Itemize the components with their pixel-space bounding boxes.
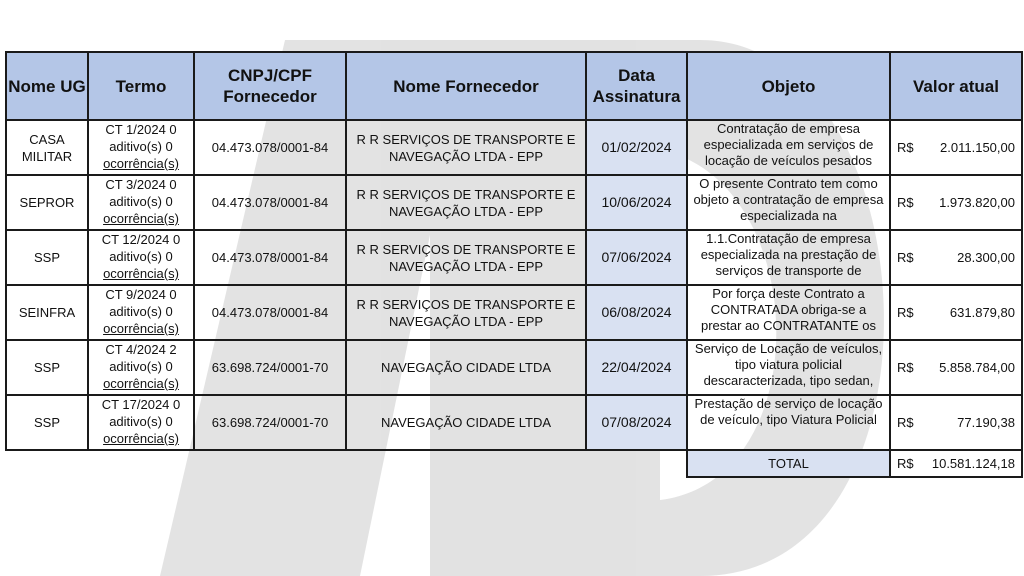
cell-objeto xyxy=(687,230,890,285)
header-nome-ug: Nome UG xyxy=(6,52,88,120)
currency-symbol: R$ xyxy=(897,305,914,320)
objeto-text: Serviço de Locação de veículos, tipo viatura policial descaracterizada, tipo sedan, xyxy=(694,341,883,388)
cell-data-assinatura: 07/06/2024 xyxy=(586,230,687,285)
termo-line: ocorrência(s) xyxy=(103,431,179,446)
cell-objeto xyxy=(687,395,890,450)
cell-valor xyxy=(890,120,1022,175)
valor-amount: 77.190,38 xyxy=(957,415,1015,430)
cell-data-assinatura: 10/06/2024 xyxy=(586,175,687,230)
cell-termo xyxy=(88,230,194,285)
cell-valor xyxy=(890,230,1022,285)
header-valor: Valor atual xyxy=(890,52,1022,120)
cell-fornecedor: R R SERVIÇOS DE TRANSPORTE E NAVEGAÇÃO LTDA - EPP xyxy=(346,285,586,340)
cell-termo xyxy=(88,285,194,340)
cell-cnpj: 04.473.078/0001-84 xyxy=(194,120,346,175)
cell-nome-ug: SSP xyxy=(6,395,88,450)
currency-symbol: R$ xyxy=(897,195,914,210)
termo-line: CT 4/2024 2 xyxy=(105,342,177,357)
total-label: TOTAL xyxy=(687,450,890,477)
table-row xyxy=(6,120,1022,175)
cell-termo xyxy=(88,120,194,175)
objeto-text: Por força deste Contrato a CONTRATADA obriga-se a prestar ao CONTRATANTE os xyxy=(700,286,877,333)
cell-data-assinatura: 07/08/2024 xyxy=(586,395,687,450)
contracts-table-wrapper xyxy=(5,51,1023,478)
total-row xyxy=(6,450,1022,477)
objeto-text: 1.1.Contratação de empresa especializada na prestação de serviços de transporte de xyxy=(700,231,877,278)
cell-valor xyxy=(890,340,1022,395)
termo-line: ocorrência(s) xyxy=(103,376,179,391)
cell-cnpj: 04.473.078/0001-84 xyxy=(194,230,346,285)
header-cnpj: CNPJ/CPF Fornecedor xyxy=(194,52,346,120)
cell-cnpj: 04.473.078/0001-84 xyxy=(194,175,346,230)
total-currency: R$ xyxy=(897,456,914,471)
total-value: 10.581.124,18 xyxy=(931,456,1015,471)
termo-line: aditivo(s) 0 xyxy=(109,194,173,209)
currency-symbol: R$ xyxy=(897,250,914,265)
cell-nome-ug: SEINFRA xyxy=(6,285,88,340)
header-termo: Termo xyxy=(88,52,194,120)
termo-line: ocorrência(s) xyxy=(103,211,179,226)
cell-objeto xyxy=(687,175,890,230)
cell-valor xyxy=(890,175,1022,230)
cell-cnpj: 63.698.724/0001-70 xyxy=(194,340,346,395)
header-data: Data Assinatura xyxy=(586,52,687,120)
header-fornecedor: Nome Fornecedor xyxy=(346,52,586,120)
table-row xyxy=(6,340,1022,395)
header-objeto: Objeto xyxy=(687,52,890,120)
termo-line: CT 12/2024 0 xyxy=(101,232,181,247)
cell-valor xyxy=(890,395,1022,450)
cell-data-assinatura: 22/04/2024 xyxy=(586,340,687,395)
termo-line: aditivo(s) 0 xyxy=(109,304,173,319)
termo-line: aditivo(s) 0 xyxy=(109,139,173,154)
total-value-cell xyxy=(890,450,1022,477)
valor-amount: 28.300,00 xyxy=(957,250,1015,265)
cell-objeto xyxy=(687,285,890,340)
currency-symbol: R$ xyxy=(897,415,914,430)
termo-line: aditivo(s) 0 xyxy=(109,414,173,429)
cell-nome-ug: CASA MILITAR xyxy=(6,120,88,175)
cell-nome-ug: SSP xyxy=(6,340,88,395)
termo-line: CT 9/2024 0 xyxy=(105,287,177,302)
cell-termo xyxy=(88,175,194,230)
cell-cnpj: 63.698.724/0001-70 xyxy=(194,395,346,450)
total-spacer xyxy=(6,450,687,477)
valor-amount: 631.879,80 xyxy=(949,305,1015,320)
cell-fornecedor: NAVEGAÇÃO CIDADE LTDA xyxy=(346,395,586,450)
cell-objeto xyxy=(687,120,890,175)
cell-termo xyxy=(88,395,194,450)
currency-symbol: R$ xyxy=(897,360,914,375)
header-row xyxy=(6,52,1022,120)
termo-line: ocorrência(s) xyxy=(103,266,179,281)
termo-line: aditivo(s) 0 xyxy=(109,249,173,264)
cell-cnpj: 04.473.078/0001-84 xyxy=(194,285,346,340)
cell-fornecedor: R R SERVIÇOS DE TRANSPORTE E NAVEGAÇÃO LTDA - EPP xyxy=(346,175,586,230)
table-row xyxy=(6,230,1022,285)
cell-nome-ug: SEPROR xyxy=(6,175,88,230)
cell-fornecedor: NAVEGAÇÃO CIDADE LTDA xyxy=(346,340,586,395)
objeto-text: Contratação de empresa especializada em serviços de locação de veículos pesados xyxy=(703,121,874,168)
valor-amount: 1.973.820,00 xyxy=(939,195,1015,210)
termo-line: aditivo(s) 0 xyxy=(109,359,173,374)
termo-line: ocorrência(s) xyxy=(103,321,179,336)
table-row xyxy=(6,175,1022,230)
cell-fornecedor: R R SERVIÇOS DE TRANSPORTE E NAVEGAÇÃO LTDA - EPP xyxy=(346,120,586,175)
termo-line: CT 3/2024 0 xyxy=(105,177,177,192)
cell-data-assinatura: 01/02/2024 xyxy=(586,120,687,175)
cell-termo xyxy=(88,340,194,395)
termo-line: CT 17/2024 0 xyxy=(101,397,181,412)
valor-amount: 5.858.784,00 xyxy=(939,360,1015,375)
termo-line: ocorrência(s) xyxy=(103,156,179,171)
objeto-text: O presente Contrato tem como objeto a contratação de empresa especializada na xyxy=(693,176,884,223)
cell-data-assinatura: 06/08/2024 xyxy=(586,285,687,340)
cell-fornecedor: R R SERVIÇOS DE TRANSPORTE E NAVEGAÇÃO LTDA - EPP xyxy=(346,230,586,285)
table-row xyxy=(6,285,1022,340)
termo-line: CT 1/2024 0 xyxy=(105,122,177,137)
valor-amount: 2.011.150,00 xyxy=(940,140,1015,155)
objeto-text: Prestação de serviço de locação de veículo, tipo Viatura Policial xyxy=(694,396,883,427)
cell-valor xyxy=(890,285,1022,340)
cell-objeto xyxy=(687,340,890,395)
contracts-table xyxy=(5,51,1023,478)
table-row xyxy=(6,395,1022,450)
currency-symbol: R$ xyxy=(897,140,914,155)
cell-nome-ug: SSP xyxy=(6,230,88,285)
